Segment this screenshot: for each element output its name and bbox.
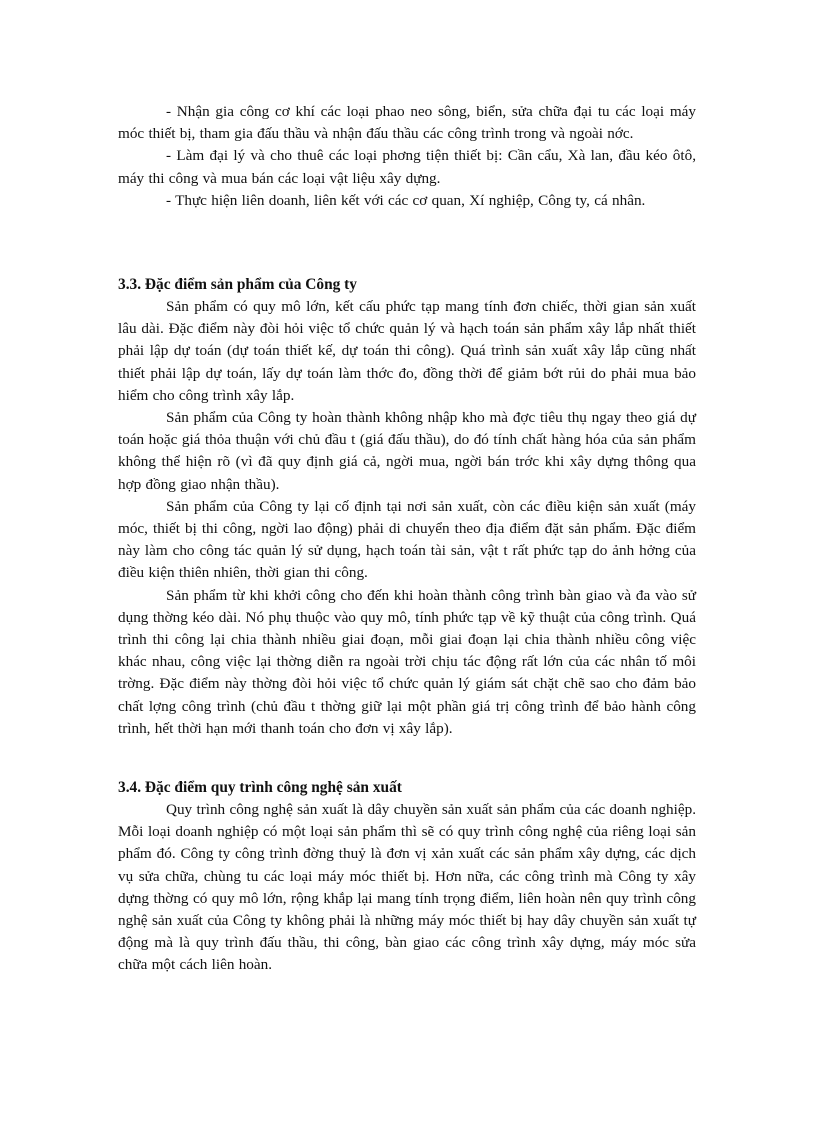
body-paragraph: Sản phẩm từ khi khởi công cho đến khi hoàn thành công trình bàn giao và đa vào sử dụng thờng kéo dài. Nó phụ thuộc vào quy mô, tính phức tạp về kỹ thuật của công trình. Quá trình thi công lại chia thành nhiều giai đoạn, mỗi giai đoạn lại chia thành nhiều công việc khác nhau, công việc lại thờng diễn ra ngoài trời chịu tác động rất lớn của các nhân tố môi trờng. Đặc điểm này thờng đòi hỏi việc tổ chức quản lý giám sát chặt chẽ sao cho đảm bảo chất lợng công trình (chủ đầu t thờng giữ lại một phần giá trị công trình để bảo hành công trình, hết thời hạn mới thanh toán cho đơn vị xây lắp). bbox=[118, 586, 696, 737]
body-paragraph: Sản phẩm có quy mô lớn, kết cấu phức tạp mang tính đơn chiếc, thời gian sản xuất lâu dài. Đặc điểm này đòi hỏi việc tổ chức quản lý và hạch toán sản phẩm xây lắp nhất thiết phải lập dự toán (dự toán thiết kế, dự toán thi công). Quá trình sản xuất xây lắp cũng nhất thiết phải lập dự toán, lấy dự toán làm thớc đo, đồng thời để giảm bớt rủi do phải mua bảo hiểm cho công trình xây lắp. bbox=[118, 298, 696, 404]
intro-paragraph: - Thực hiện liên doanh, liên kết với các cơ quan, Xí nghiệp, Công ty, cá nhân. bbox=[166, 191, 646, 209]
section-heading-3-4: 3.4. Đặc điểm quy trình công nghệ sản xuất bbox=[118, 779, 402, 796]
intro-paragraph: - Làm đại lý và cho thuê các loại phơng tiện thiết bị: Cần cẩu, Xà lan, đầu kéo ôtô, máy thi công và mua bán các loại vật liệu xây dựng. bbox=[118, 147, 696, 187]
intro-paragraph: - Nhận gia công cơ khí các loại phao neo sông, biển, sửa chữa đại tu các loại máy móc thiết bị, tham gia đấu thầu và nhận đấu thầu các công trình trong và ngoài nớc. bbox=[118, 103, 696, 143]
intro-section bbox=[118, 101, 696, 212]
body-paragraph: Sản phẩm của Công ty hoàn thành không nhập kho mà đợc tiêu thụ ngay theo giá dự toán hoặc giá thỏa thuận với chủ đầu t (giá đấu thầu), do đó tính chất hàng hóa của sản phẩm không thể hiện rõ (vì đã quy định giá cả, ngời mua, ngời bán trớc khi xây dựng thông qua hợp đồng giao nhận thầu). bbox=[118, 409, 696, 493]
section-3-3-body bbox=[118, 296, 696, 740]
body-paragraph: Quy trình công nghệ sản xuất là dây chuyền sản xuất sản phẩm của các doanh nghiệp. Mỗi loại doanh nghiệp có một loại sản phẩm thì sẽ có quy trình công nghệ của riêng loại sản phẩm đó. Công ty công trình đờng thuỷ là đơn vị xản xuất các sản phẩm xây dựng, các dịch vụ sửa chữa, chùng tu các loại máy móc thiết bị. Hơn nữa, các công trình mà Công ty xây dựng thờng có quy mô lớn, rộng khắp lại mang tính trọng điểm, liên hoàn nên quy trình công nghệ sản xuất của Công ty không phải là những máy móc thiết bị hay dây chuyền sản xuất tự động mà là quy trình đấu thầu, thi công, bàn giao các công trình xây dựng, máy móc sửa chữa một cách liên hoàn. bbox=[118, 801, 696, 974]
section-heading-3-3: 3.3. Đặc điểm sản phẩm của Công ty bbox=[118, 276, 357, 293]
section-3-4-body bbox=[118, 799, 696, 977]
body-paragraph: Sản phẩm của Công ty lại cố định tại nơi sản xuất, còn các điều kiện sản xuất (máy móc, thiết bị thi công, ngời lao động) phải di chuyển theo địa điểm đặt sản phẩm. Đặc điểm này làm cho công tác quản lý sử dụng, hạch toán tài sản, vật t rất phức tạp do ảnh hởng của điều kiện thiên nhiên, thời gian thi công. bbox=[118, 497, 696, 582]
